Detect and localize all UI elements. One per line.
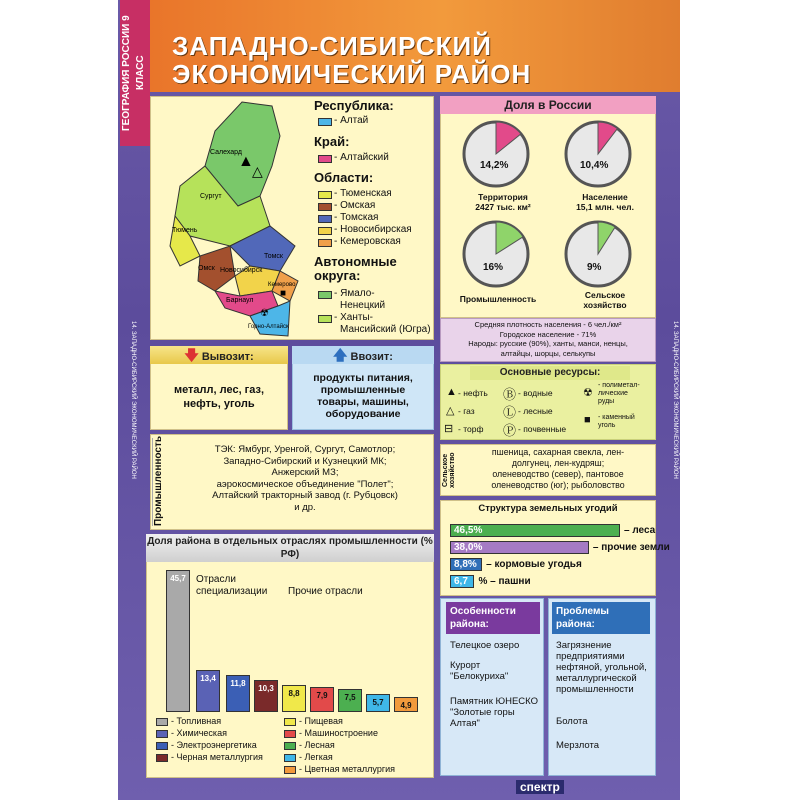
problems-title-1: Проблемы bbox=[556, 606, 609, 617]
agriculture-line-1: пшеница, сахарная свекла, лен- bbox=[491, 447, 625, 457]
soil-icon: Ⓟ bbox=[503, 423, 517, 438]
legend-khanty-2: Мансийский (Югра) bbox=[340, 324, 431, 335]
side-class: 9 КЛАСС bbox=[121, 15, 146, 91]
industry-label: Промышленность bbox=[152, 438, 174, 526]
chart-bar-label: 5,7 bbox=[372, 698, 384, 708]
chart-bar-label: 11,8 bbox=[230, 679, 246, 689]
share-label-industry: Промышленность bbox=[459, 294, 537, 304]
legend-kemerovo: - Кемеровская bbox=[334, 236, 401, 247]
export-arrow-icon: 🡇 bbox=[184, 347, 199, 363]
agriculture-line-4: оленеводство (юг); рыболовство bbox=[491, 480, 625, 490]
share-label-population: Население bbox=[582, 192, 628, 202]
feature-belokurikha: Курорт "Белокуриха" bbox=[450, 660, 509, 682]
ore-icon: ☢ bbox=[583, 387, 593, 399]
chart-legend-swatch bbox=[284, 742, 296, 750]
features-title-2: района: bbox=[450, 619, 489, 630]
side-tab-text bbox=[120, 0, 150, 146]
map-label-kemerovo: Кемерово bbox=[268, 282, 296, 288]
import-text-3: товары, машины, bbox=[317, 396, 409, 408]
resource-ore: - полиметал- лические руды bbox=[598, 382, 640, 405]
chart-legend-label: - Черная металлургия bbox=[171, 752, 263, 762]
industry-line-2: Западно-Сибирский и Кузнецкий МК; bbox=[223, 455, 387, 467]
chart-bar-label: 4,9 bbox=[400, 700, 412, 710]
industry-line-4: аэрокосмическое объединение "Полет"; bbox=[216, 478, 394, 490]
map-coal-icon: ■ bbox=[280, 288, 287, 299]
legend-yamal-1: - Ямало- bbox=[334, 288, 375, 299]
legend-oblast-title: Области: bbox=[314, 170, 374, 185]
peat-icon: ⊟ bbox=[444, 423, 454, 435]
problem-permafrost: Мерзлота bbox=[556, 740, 599, 751]
legend-tomsk: - Томская bbox=[334, 212, 379, 223]
share-label-agri-2: хозяйство bbox=[583, 300, 627, 310]
legend-krai-title: Край: bbox=[314, 134, 350, 149]
legend-yamal-2: Ненецкий bbox=[340, 300, 386, 311]
resource-water: - водные bbox=[518, 388, 553, 398]
map-label-salekhard: Салехард bbox=[210, 149, 242, 156]
problem-swamps: Болота bbox=[556, 716, 588, 727]
map-label-novosibirsk: Новосибирск bbox=[220, 267, 263, 274]
import-arrow-icon: 🡅 bbox=[333, 347, 348, 363]
land-label: % – пашни bbox=[478, 576, 531, 587]
export-header bbox=[150, 346, 288, 364]
share-value-industry: 16% bbox=[483, 262, 504, 273]
export-title: Вывозит: bbox=[201, 351, 254, 363]
land-label: – прочие земли bbox=[592, 542, 670, 553]
problems-title-2: района: bbox=[556, 619, 595, 630]
industry-line-3: Анжерский МЗ; bbox=[271, 467, 339, 478]
feature-teletskoe: Телецкое озеро bbox=[450, 640, 520, 651]
chart-legend-label: - Электроэнергетика bbox=[171, 740, 257, 750]
map-oil-icon: ▲ bbox=[238, 153, 254, 170]
legend-novosibirsk: - Новосибирская bbox=[334, 224, 412, 235]
side-title: ГЕОГРАФИЯ РОССИИ bbox=[121, 23, 132, 131]
title-line-2: ЭКОНОМИЧЕСКИЙ РАЙОН bbox=[172, 59, 532, 89]
agriculture-line-3: оленеводство (север), пантовое bbox=[492, 469, 624, 479]
chart-bar-label: 45,7 bbox=[170, 574, 186, 583]
chart-legend-label: - Пищевая bbox=[299, 716, 343, 726]
resource-gas: - газ bbox=[458, 406, 475, 416]
industry-list bbox=[178, 444, 432, 513]
import-text-1: продукты питания, bbox=[313, 372, 413, 384]
import-title: Ввозит: bbox=[350, 351, 393, 363]
legend-swatch-novosibirsk bbox=[318, 227, 332, 235]
map-label-omsk: Омск bbox=[198, 265, 215, 272]
chart-legend-label: - Легкая bbox=[299, 752, 333, 762]
industry-line-6: и др. bbox=[294, 501, 316, 513]
legend-swatch-omsk bbox=[318, 203, 332, 211]
legend-altai-krai: - Алтайский bbox=[334, 152, 389, 163]
legend-swatch-khanty bbox=[318, 315, 332, 323]
chart-bar-label: 7,9 bbox=[316, 691, 328, 701]
share-title: Доля в России bbox=[440, 96, 656, 114]
chart-bar-label: 7,5 bbox=[344, 692, 356, 702]
export-text-2: нефть, уголь bbox=[183, 398, 255, 410]
vertical-right-label: 14. ЗАПАДНО-СИБИРСКИЙ ЭКОНОМИЧЕСКИЙ РАЙОН bbox=[672, 321, 678, 479]
agriculture-list bbox=[462, 447, 654, 491]
legend-swatch-yamal bbox=[318, 291, 332, 299]
title-line-1: ЗАПАДНО-СИБИРСКИЙ bbox=[172, 31, 492, 61]
share-sub-territory: 2427 тыс. км² bbox=[475, 202, 531, 212]
chart-group-specialization: Отрасли специализации bbox=[196, 574, 268, 597]
map-label-gorno: Горно-Алтайск bbox=[248, 324, 289, 330]
share-label-agri-1: Сельское bbox=[584, 290, 626, 300]
chart-legend-swatch bbox=[284, 766, 296, 774]
import-header bbox=[292, 346, 434, 364]
legend-swatch-tyumen bbox=[318, 191, 332, 199]
share-label-territory: Территория bbox=[478, 192, 528, 202]
agriculture-label: Сельское хозяйство bbox=[442, 452, 456, 488]
resource-coal: - каменный уголь bbox=[598, 414, 635, 429]
coal-icon: ■ bbox=[584, 414, 591, 426]
share-value-agri: 9% bbox=[587, 262, 602, 273]
legend-swatch-kemerovo bbox=[318, 239, 332, 247]
land-pct: 46,5% bbox=[454, 525, 483, 536]
land-pct: 8,8% bbox=[454, 559, 477, 570]
share-value-territory: 14,2% bbox=[480, 160, 509, 171]
resource-peat: - торф bbox=[458, 424, 484, 434]
population-urban: Городское население - 71% bbox=[499, 329, 597, 339]
page-title bbox=[172, 32, 531, 88]
legend-okrug-title-2: округа: bbox=[314, 268, 361, 283]
chart-legend-swatch bbox=[156, 730, 168, 738]
land-label: – леса bbox=[624, 525, 656, 536]
chart-legend-label: - Химическая bbox=[171, 728, 227, 738]
chart-bar-label: 8,8 bbox=[288, 688, 300, 698]
population-peoples-1: Народы: русские (90%), ханты, манси, ненцы, bbox=[468, 339, 628, 348]
water-icon: Ⓑ bbox=[503, 387, 517, 402]
land-pct: 38,0% bbox=[454, 542, 483, 553]
chart-bar-label: 10,3 bbox=[258, 683, 274, 693]
oil-icon: ▲ bbox=[446, 386, 457, 398]
import-text-4: оборудование bbox=[325, 408, 401, 420]
chart-legend-swatch bbox=[156, 754, 168, 762]
legend-swatch-altai bbox=[318, 118, 332, 126]
share-sub-population: 15,1 млн. чел. bbox=[576, 202, 634, 212]
chart-bar-label: 13,4 bbox=[200, 674, 216, 684]
vertical-left-text bbox=[122, 300, 136, 500]
legend-khanty-1: - Ханты- bbox=[334, 312, 373, 323]
export-text-1: металл, лес, газ, bbox=[173, 384, 265, 396]
resource-soil: - почвенные bbox=[518, 424, 567, 434]
legend-okrug-title-1: Автономные bbox=[314, 254, 397, 269]
chart-legend-label: - Топливная bbox=[171, 716, 222, 726]
map-label-barnaul: Барнаул bbox=[226, 297, 254, 304]
map-label-tomsk: Томск bbox=[264, 253, 283, 260]
publisher-logo: спектр bbox=[516, 780, 564, 794]
map-label-tyumen: Тюмень bbox=[172, 227, 198, 234]
population-density: Средняя плотность населения - 6 чел./км² bbox=[474, 320, 622, 329]
population-text bbox=[444, 320, 652, 358]
feature-unesco: Памятник ЮНЕСКО "Золотые горы Алтая" bbox=[450, 696, 538, 729]
import-text-2: промышленные bbox=[320, 384, 406, 396]
legend-republic-title: Республика: bbox=[314, 98, 394, 113]
resources-title: Основные ресурсы: bbox=[470, 366, 630, 380]
features-title-1: Особенности bbox=[450, 606, 516, 617]
region-map bbox=[160, 96, 310, 341]
gas-icon: △ bbox=[446, 405, 455, 417]
legend-omsk: - Омская bbox=[334, 200, 376, 211]
forest-icon: Ⓛ bbox=[503, 405, 517, 420]
land-pct: 6,7 bbox=[454, 576, 468, 587]
chart-legend-swatch bbox=[284, 730, 296, 738]
vertical-right-text bbox=[664, 300, 678, 500]
map-gas-icon: △ bbox=[252, 163, 263, 179]
problem-pollution: Загрязнение предприятиями нефтяной, угольной, металлургической промышленности bbox=[556, 640, 647, 695]
chart-legend-swatch bbox=[284, 754, 296, 762]
chart-group-other: Прочие отрасли bbox=[288, 586, 363, 597]
land-title: Структура земельных угодий bbox=[478, 503, 618, 514]
resource-forest: - лесные bbox=[518, 406, 553, 416]
chart-legend-label: - Цветная металлургия bbox=[299, 764, 396, 774]
map-label-surgut: Сургут bbox=[200, 193, 222, 200]
problems-header bbox=[552, 602, 650, 634]
vertical-left-label: 14. ЗАПАДНО-СИБИРСКИЙ ЭКОНОМИЧЕСКИЙ РАЙОН bbox=[130, 321, 136, 479]
chart-legend-swatch bbox=[284, 718, 296, 726]
map-ore-icon: ☢ bbox=[260, 308, 269, 319]
land-label: – кормовые угодья bbox=[486, 559, 582, 570]
chart-legend-label: - Машиностроение bbox=[299, 728, 378, 738]
legend-tyumen: - Тюменская bbox=[334, 188, 392, 199]
chart-legend-label: - Лесная bbox=[299, 740, 335, 750]
chart-legend-swatch bbox=[156, 742, 168, 750]
legend-swatch-tomsk bbox=[318, 215, 332, 223]
share-value-population: 10,4% bbox=[580, 160, 609, 171]
legend-swatch-altai-krai bbox=[318, 155, 332, 163]
chart-legend-swatch bbox=[156, 718, 168, 726]
chart-title: Доля района в отдельных отраслях промышленности (% РФ) bbox=[147, 536, 433, 560]
chart-bar bbox=[166, 570, 190, 712]
features-header bbox=[446, 602, 540, 634]
resource-oil: - нефть bbox=[458, 388, 488, 398]
legend-altai-rep: - Алтай bbox=[334, 115, 369, 126]
population-peoples-2: алтайцы, шорцы, селькупы bbox=[500, 348, 596, 358]
industry-line-1: ТЭК: Ямбург, Уренгой, Сургут, Самотлор; bbox=[214, 444, 396, 455]
industry-line-5: Алтайский тракторный завод (г. Рубцовск) bbox=[212, 490, 398, 501]
agriculture-line-2: долгунец, лен-кудряш; bbox=[511, 458, 605, 468]
share-pies bbox=[440, 114, 656, 314]
